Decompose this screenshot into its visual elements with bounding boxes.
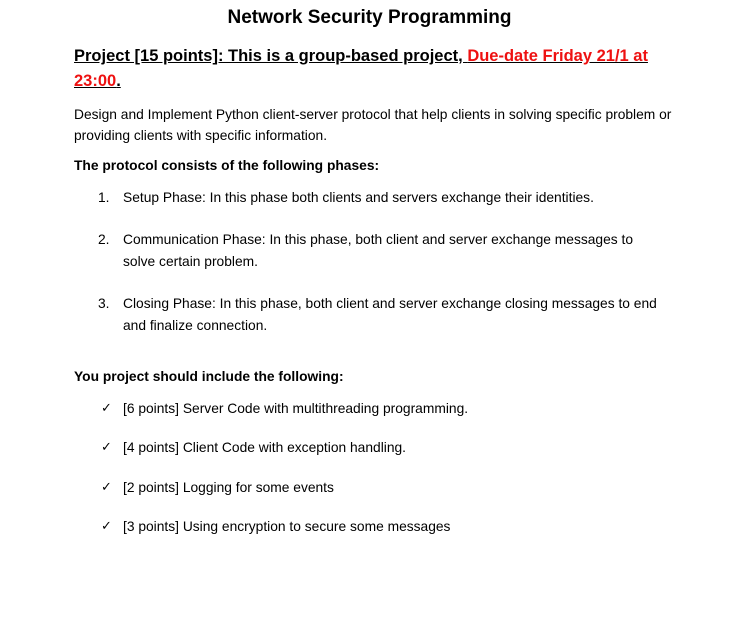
requirement-text: [4 points] Client Code with exception handling. [123, 440, 407, 455]
phase-text: Communication Phase: In this phase, both client and server exchange messages to solve certain problem. [123, 232, 634, 269]
phase-text: Setup Phase: In this phase both clients and servers exchange their identities. [123, 190, 594, 205]
checkmark-icon: ✓ [101, 480, 112, 495]
phases-heading: The protocol consists of the following phases: [74, 158, 380, 173]
phase-item-closing [98, 293, 658, 337]
requirement-item-logging [101, 478, 661, 498]
phase-item-setup [98, 187, 658, 209]
phase-number: 1. [98, 190, 110, 205]
document-title: Network Security Programming [227, 7, 512, 28]
phase-text: Closing Phase: In this phase, both client and server exchange closing messages to end and finalize connection. [123, 296, 657, 333]
requirement-text: [6 points] Server Code with multithreading programming. [123, 401, 469, 416]
project-description: Design and Implement Python client-server protocol that help clients in solving specific problem or providing clients with specific information. [74, 107, 672, 143]
requirement-text: [3 points] Using encryption to secure some messages [123, 519, 451, 534]
requirement-item-server [101, 399, 661, 419]
requirement-item-encryption [101, 517, 661, 537]
phase-number: 3. [98, 296, 110, 311]
requirements-heading: You project should include the following: [74, 369, 344, 384]
requirement-text: [2 points] Logging for some events [123, 480, 334, 495]
checkmark-icon: ✓ [101, 519, 112, 534]
checkmark-icon: ✓ [101, 401, 112, 416]
due-date: Due-date Friday 21/1 at 23:00 [74, 47, 648, 90]
phase-item-communication [98, 229, 658, 273]
requirement-item-client [101, 438, 661, 458]
checkmark-icon: ✓ [101, 440, 112, 455]
project-heading-prefix: Project [15 points]: This is a group-based project, [74, 47, 468, 65]
project-heading [74, 44, 674, 94]
project-heading-suffix: . [116, 72, 121, 90]
phase-number: 2. [98, 232, 110, 247]
